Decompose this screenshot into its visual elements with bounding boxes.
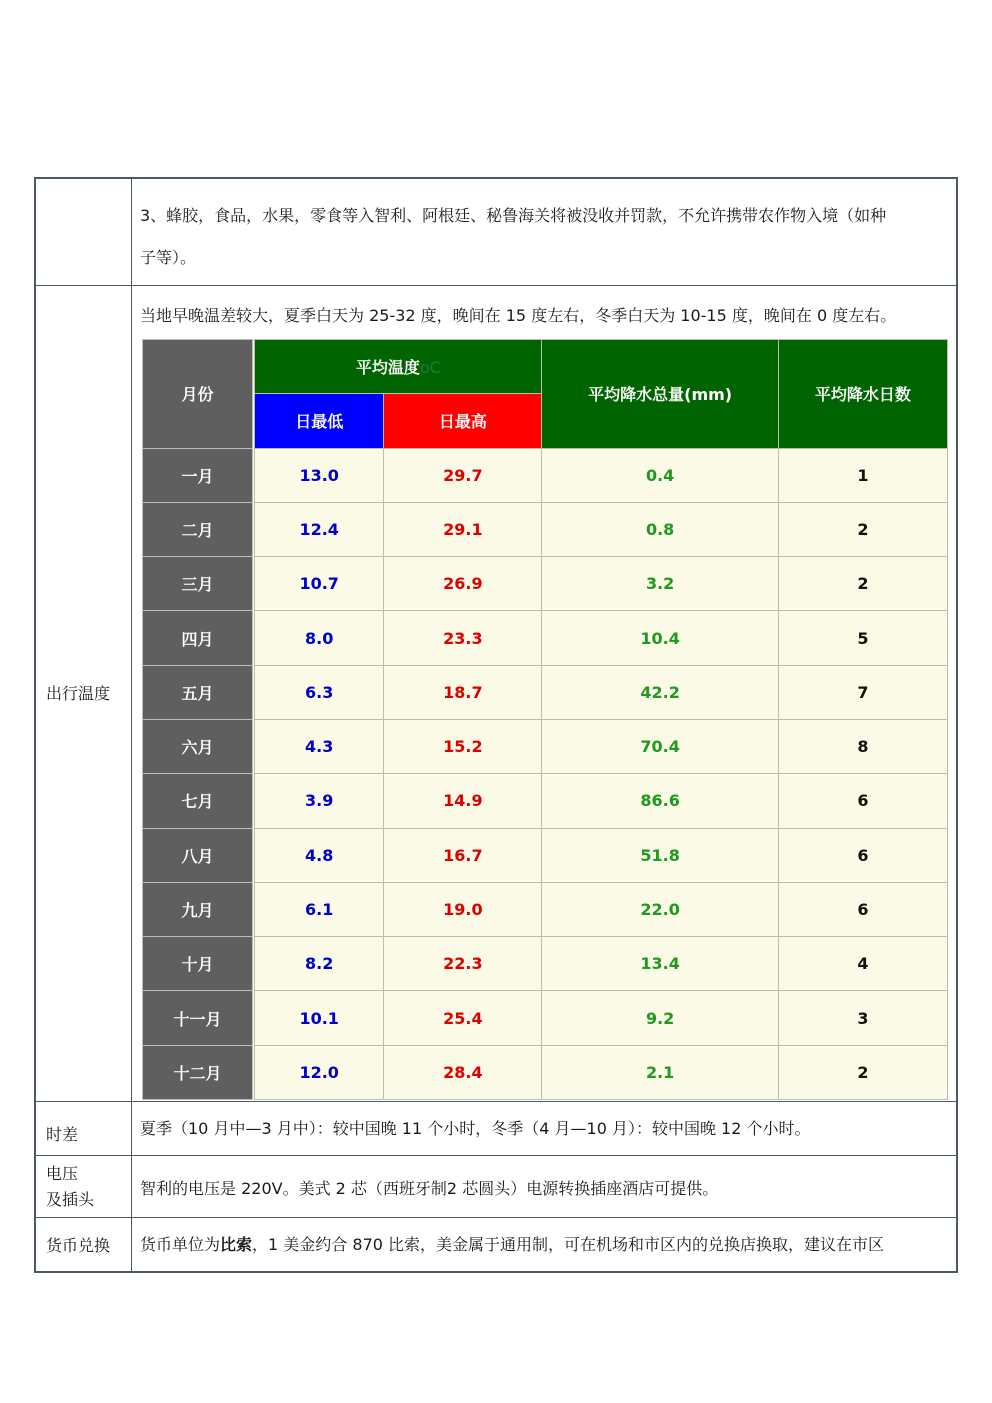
customs-text-line1: 3、蜂胶，食品，水果，零食等入智利、阿根廷、秘鲁海关将被没收并罚款，不允许携带农作物入境（如种: [140, 206, 887, 225]
climate-row: [143, 774, 948, 828]
climate-row: [143, 448, 948, 502]
low-cell: 4.3: [255, 719, 384, 773]
rain-days-cell: 6: [778, 828, 947, 882]
rain-cell: 10.4: [542, 611, 778, 665]
rain-cell: 13.4: [542, 937, 778, 991]
header-avg-temp: [255, 340, 542, 394]
rain-cell: 0.4: [542, 448, 778, 502]
climate-row: [143, 828, 948, 882]
rain-days-cell: 4: [778, 937, 947, 991]
rain-cell: 9.2: [542, 991, 778, 1045]
high-cell: 28.4: [384, 1045, 542, 1099]
currency-text: [140, 1224, 956, 1266]
climate-body: [143, 448, 948, 1099]
currency-text-before: 货币单位为: [140, 1235, 221, 1254]
customs-text-line2: 子等）。: [140, 248, 197, 267]
high-cell: 22.3: [384, 937, 542, 991]
rain-cell: 2.1: [542, 1045, 778, 1099]
currency-text-bold: 比索: [220, 1235, 253, 1254]
month-cell: 四月: [143, 611, 253, 665]
climate-row: [143, 611, 948, 665]
month-cell: 二月: [143, 502, 253, 556]
climate-row: [143, 719, 948, 773]
customs-row: [36, 179, 956, 286]
low-cell: 12.4: [255, 502, 384, 556]
rain-days-cell: 1: [778, 448, 947, 502]
rain-days-cell: 6: [778, 774, 947, 828]
low-cell: 6.1: [255, 882, 384, 936]
header-daily-high: 日最高: [384, 394, 542, 448]
month-cell: 十二月: [143, 1045, 253, 1099]
low-cell: 10.7: [255, 557, 384, 611]
month-cell: 五月: [143, 665, 253, 719]
currency-row: [36, 1218, 956, 1273]
climate-row: [143, 1045, 948, 1099]
rain-days-cell: 2: [778, 1045, 947, 1099]
high-cell: 19.0: [384, 882, 542, 936]
weather-intro: 当地早晚温差较大，夏季白天为 25-32 度，晚间在 15 度左右，冬季白天为 10-15 度，晚间在 0 度左右。: [140, 306, 897, 325]
month-cell: 九月: [143, 882, 253, 936]
low-cell: 12.0: [255, 1045, 384, 1099]
low-cell: 3.9: [255, 774, 384, 828]
month-cell: 一月: [143, 448, 253, 502]
high-cell: 23.3: [384, 611, 542, 665]
weather-label: 出行温度: [36, 286, 132, 1101]
low-cell: 13.0: [255, 448, 384, 502]
climate-row: [143, 557, 948, 611]
customs-text: [140, 195, 948, 279]
climate-table: [142, 339, 948, 1100]
low-cell: 6.3: [255, 665, 384, 719]
header-avg-temp-label: 平均温度: [355, 358, 420, 378]
climate-row: [143, 991, 948, 1045]
low-cell: 8.0: [255, 611, 384, 665]
rain-days-cell: 8: [778, 719, 947, 773]
climate-row: [143, 882, 948, 936]
climate-row: [143, 502, 948, 556]
low-cell: 4.8: [255, 828, 384, 882]
month-cell: 十月: [143, 937, 253, 991]
high-cell: 26.9: [384, 557, 542, 611]
header-rainfall: 平均降水总量(mm): [542, 340, 778, 449]
rain-days-cell: 6: [778, 882, 947, 936]
high-cell: 29.1: [384, 502, 542, 556]
timezone-text: 夏季（10 月中—3 月中）：较中国晚 11 个小时，冬季（4 月—10 月）：较中国晚 12 个小时。: [140, 1119, 811, 1138]
timezone-label: 时差: [36, 1102, 132, 1155]
high-cell: 18.7: [384, 665, 542, 719]
climate-row: [143, 937, 948, 991]
low-cell: 10.1: [255, 991, 384, 1045]
month-cell: 七月: [143, 774, 253, 828]
high-cell: 16.7: [384, 828, 542, 882]
low-cell: 8.2: [255, 937, 384, 991]
currency-label: 货币兑换: [36, 1218, 132, 1273]
rain-cell: 70.4: [542, 719, 778, 773]
voltage-row: [36, 1156, 956, 1218]
header-avg-temp-unit: oC: [419, 358, 441, 378]
high-cell: 14.9: [384, 774, 542, 828]
month-cell: 三月: [143, 557, 253, 611]
voltage-text: 智利的电压是 220V。美式 2 芯（西班牙制2 芯圆头）电源转换插座酒店可提供。: [140, 1179, 719, 1198]
header-rain-days: 平均降水日数: [778, 340, 947, 449]
rain-cell: 51.8: [542, 828, 778, 882]
rain-cell: 3.2: [542, 557, 778, 611]
info-table: [34, 177, 958, 1273]
high-cell: 29.7: [384, 448, 542, 502]
voltage-label-line2: 及插头: [46, 1189, 95, 1209]
month-cell: 八月: [143, 828, 253, 882]
header-month: 月份: [143, 340, 253, 449]
customs-label: [36, 179, 132, 285]
rain-cell: 0.8: [542, 502, 778, 556]
voltage-label: [36, 1156, 132, 1217]
header-daily-low: 日最低: [255, 394, 384, 448]
rain-days-cell: 3: [778, 991, 947, 1045]
rain-cell: 42.2: [542, 665, 778, 719]
rain-days-cell: 5: [778, 611, 947, 665]
rain-cell: 86.6: [542, 774, 778, 828]
month-cell: 十一月: [143, 991, 253, 1045]
rain-days-cell: 2: [778, 557, 947, 611]
voltage-label-line1: 电压: [46, 1163, 79, 1183]
rain-days-cell: 7: [778, 665, 947, 719]
high-cell: 25.4: [384, 991, 542, 1045]
currency-text-after: ，1 美金约合 870 比索，美金属于通用制，可在机场和市区内的兑换店换取，建议在市区: [252, 1235, 885, 1254]
timezone-row: [36, 1102, 956, 1156]
rain-days-cell: 2: [778, 502, 947, 556]
high-cell: 15.2: [384, 719, 542, 773]
month-cell: 六月: [143, 719, 253, 773]
climate-row: [143, 665, 948, 719]
rain-cell: 22.0: [542, 882, 778, 936]
